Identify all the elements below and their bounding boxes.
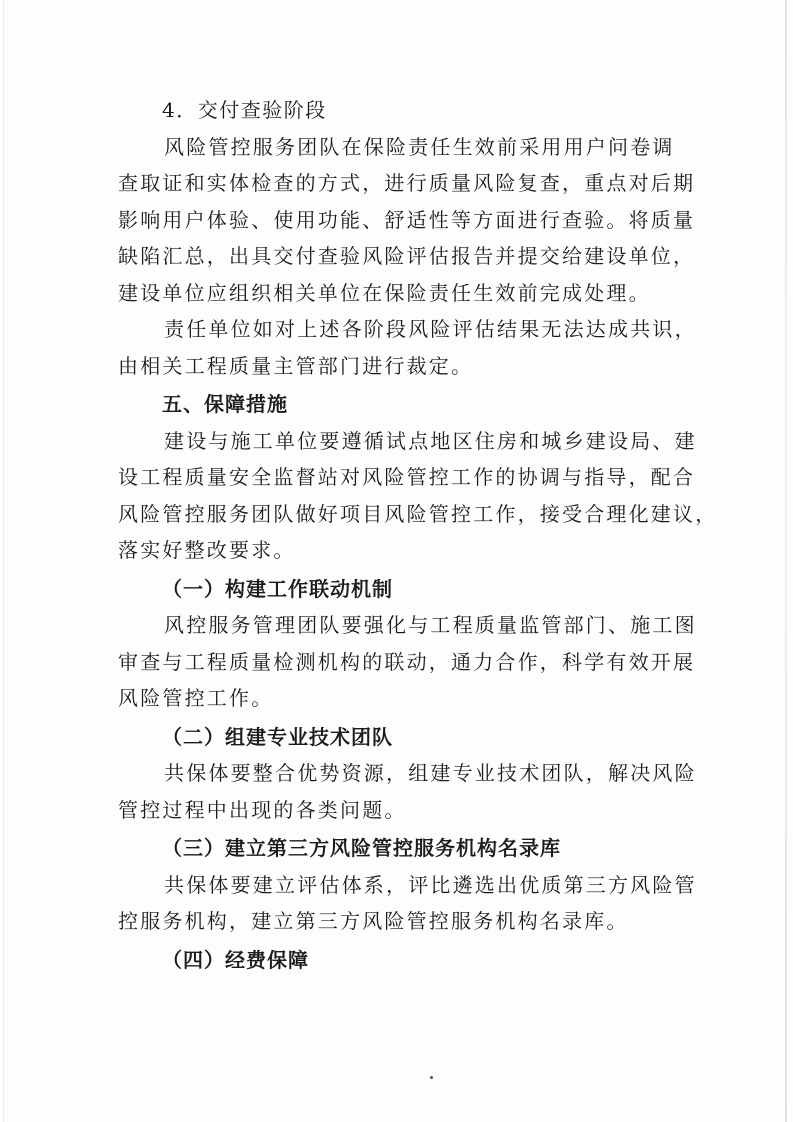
- subheading-technical-team: （二）组建专业技术团队: [162, 724, 393, 749]
- scan-speck: [430, 1076, 433, 1079]
- subheading-funding: （四）经费保障: [162, 947, 309, 972]
- paragraph-line: 落实好整改要求。: [118, 538, 296, 562]
- paragraph-line: 缺陷汇总，出具交付查验风险评估报告并提交给建设单位，: [118, 244, 696, 268]
- paragraph-line: 共保体要建立评估体系，评比遴选出优质第三方风险管: [164, 872, 697, 897]
- paragraph-line: 共保体要整合优势资源，组建专业技术团队，解决风险: [164, 761, 697, 785]
- section-heading-safeguards: 五、保障措施: [162, 392, 288, 416]
- subsection-heading-delivery-inspection: 4．交付查验阶段: [162, 98, 327, 122]
- paragraph-line: 建设与施工单位要遵循试点地区住房和城乡建设局、建: [164, 428, 697, 453]
- paragraph-line: 风险管控服务团队在保险责任生效前采用用户问卷调: [164, 134, 675, 159]
- scan-edge-right: [785, 0, 787, 1122]
- paragraph-line: 管控过程中出现的各类问题。: [118, 797, 407, 822]
- paragraph-line: 设工程质量安全监督站对风险管控工作的协调与指导，配合: [118, 465, 696, 489]
- paragraph-line: 风险管控服务团队做好项目风险管控工作，接受合理化建议，: [118, 501, 718, 526]
- subheading-third-party-directory: （三）建立第三方风险管控服务机构名录库: [162, 836, 561, 860]
- paragraph-line: 影响用户体验、使用功能、舒适性等方面进行查验。将质量: [118, 207, 696, 232]
- paragraph-line: 查取证和实体检查的方式，进行质量风险复查，重点对后期: [118, 171, 696, 195]
- paragraph-line: 建设单位应组织相关单位在保险责任生效前完成处理。: [118, 280, 651, 305]
- paragraph-line: 控服务机构，建立第三方风险管控服务机构名录库。: [118, 909, 629, 933]
- paragraph-line: 责任单位如对上述各阶段风险评估结果无法达成共识，: [164, 317, 697, 341]
- paragraph-line: 风控服务管理团队要强化与工程质量监管部门、施工图: [164, 613, 697, 637]
- paragraph-line: 风险管控工作。: [118, 686, 274, 710]
- subheading-linkage-mechanism: （一）构建工作联动机制: [162, 576, 393, 601]
- scan-edge-left: [3, 0, 4, 1122]
- paragraph-line: 由相关工程质量主管部门进行裁定。: [118, 353, 474, 378]
- document-body: [118, 92, 718, 978]
- paragraph-line: 审查与工程质量检测机构的联动，通力合作，科学有效开展: [118, 649, 696, 674]
